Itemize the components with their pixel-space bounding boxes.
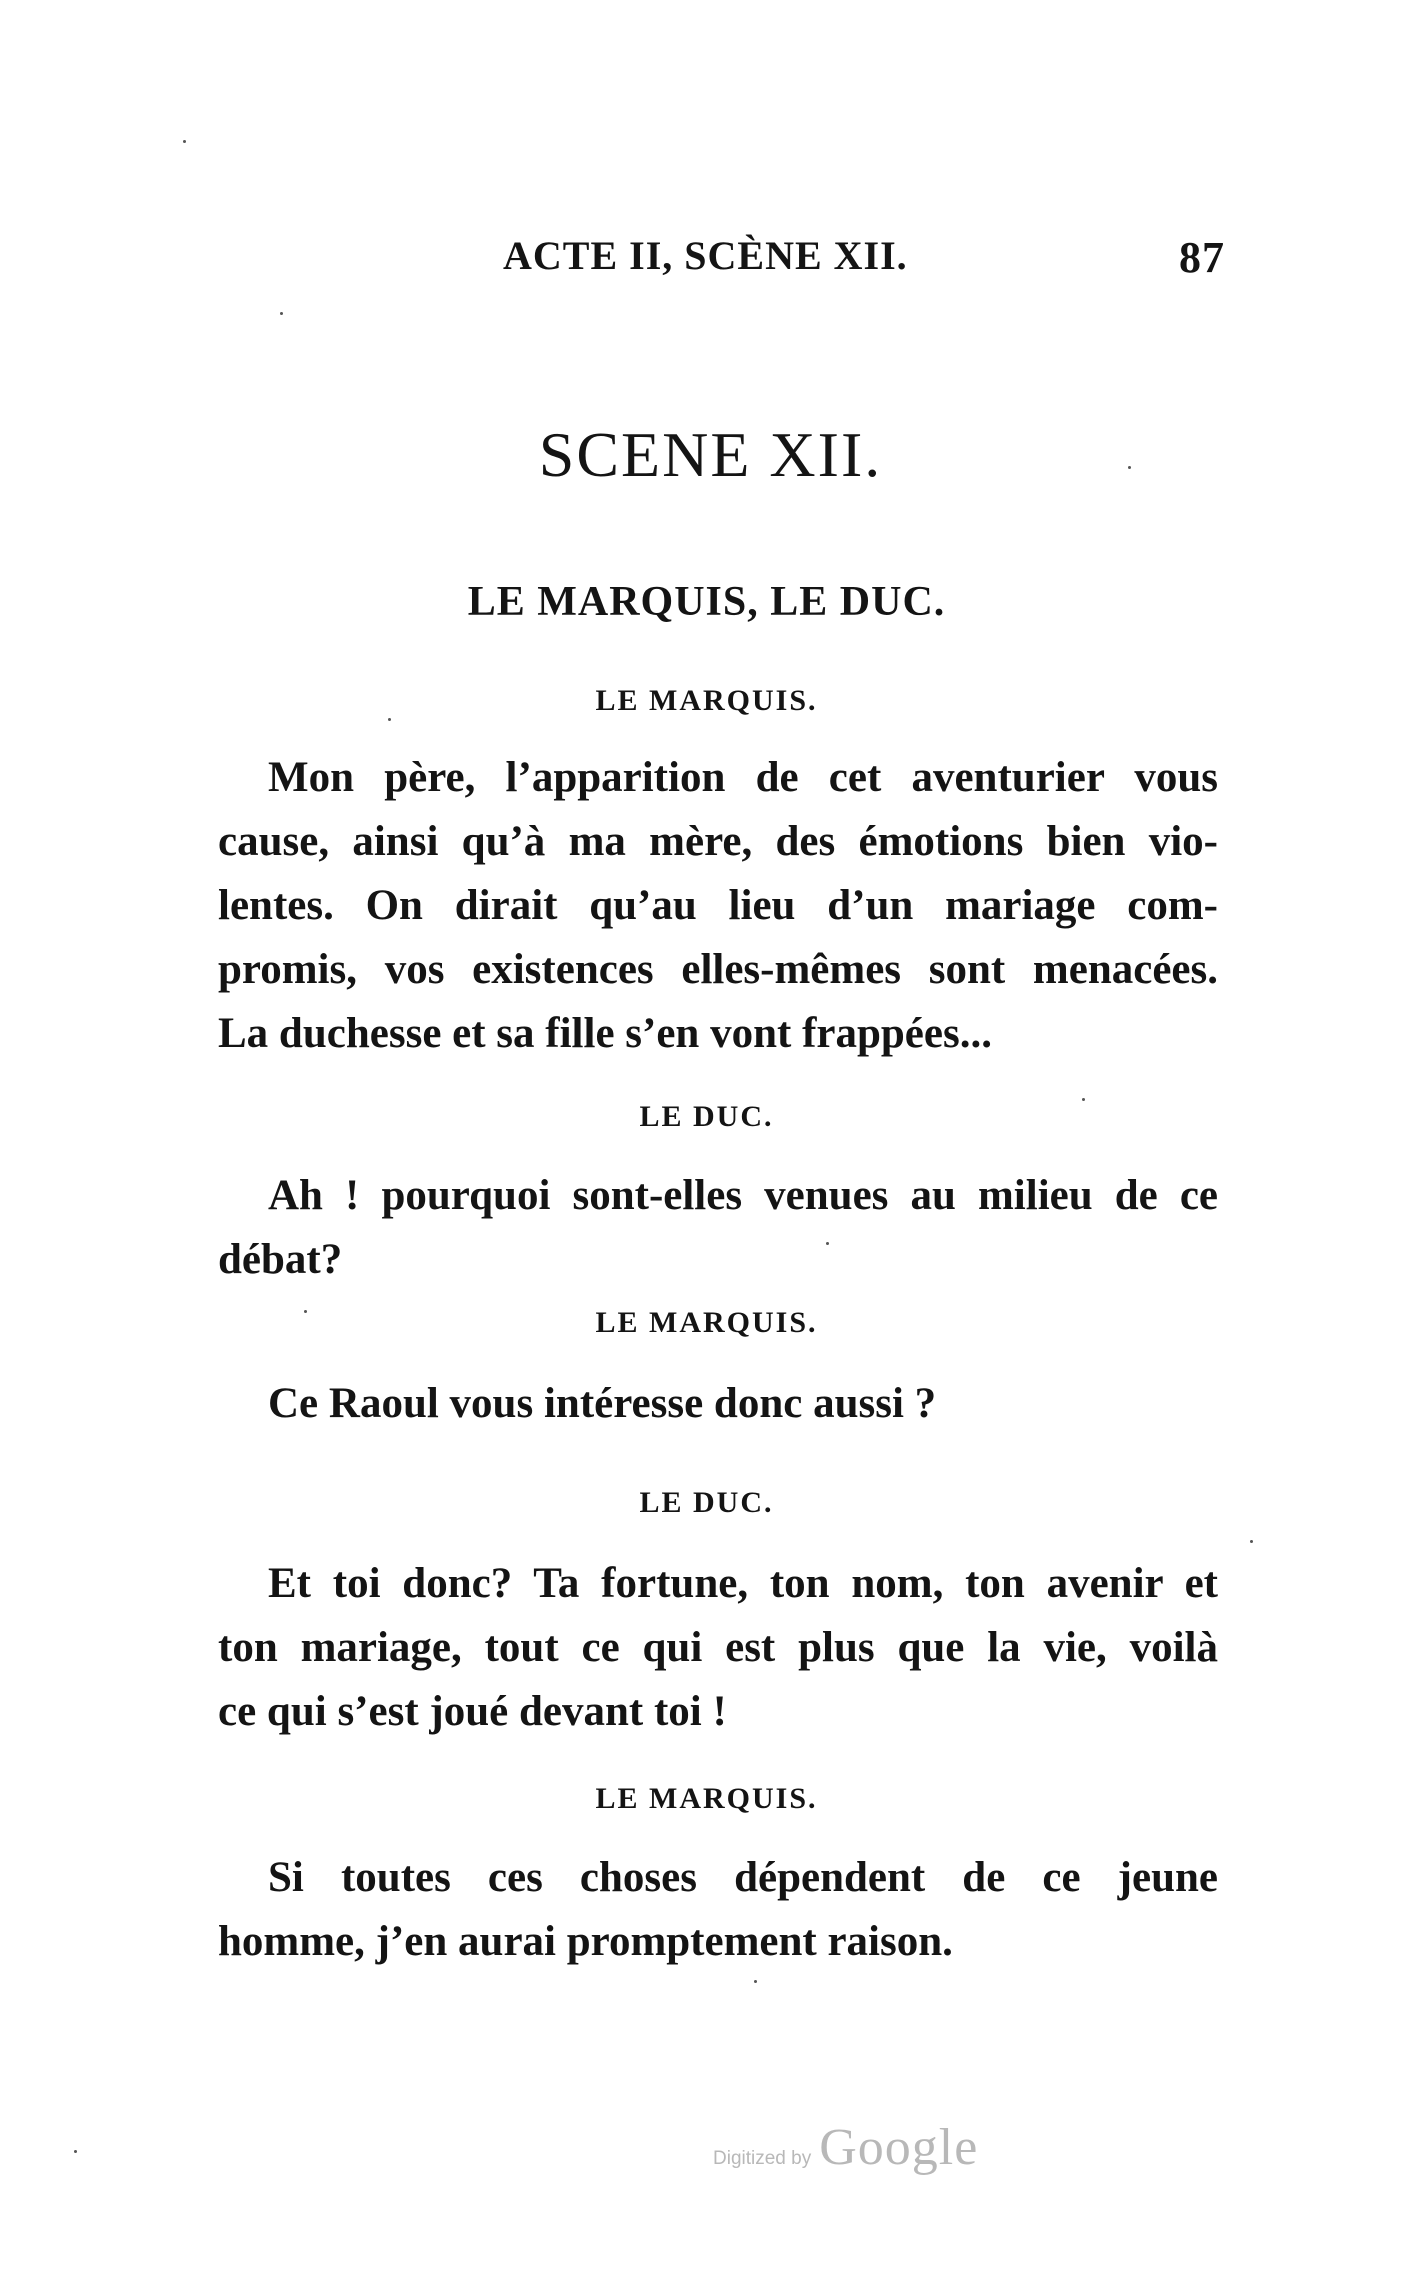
scan-speck: [1082, 1098, 1085, 1101]
watermark-prefix: Digitized by: [713, 2148, 812, 2169]
scan-speck: [183, 140, 186, 143]
scene-title: SCENE XII.: [538, 419, 883, 490]
speaker-label: LE MARQUIS.: [595, 1306, 818, 1339]
speech-line: La duchesse et sa fille s’en vont frappées...: [218, 1010, 992, 1057]
speaker-label: LE DUC.: [639, 1486, 774, 1519]
speech-line: ton mariage, tout ce qui est plus que la vie, voilà: [218, 1624, 1218, 1671]
scan-speck: [1128, 466, 1131, 469]
speech-block: [218, 1846, 1218, 1974]
scan-speck: [388, 718, 391, 721]
running-title: ACTE II, SCÈNE XII.: [503, 233, 908, 278]
scene-characters: LE MARQUIS, LE DUC.: [467, 579, 946, 625]
speech-block: [218, 1552, 1218, 1744]
speech-line: promis, vos existences elles-mêmes sont menacées.: [218, 946, 1218, 993]
scan-speck: [304, 1310, 307, 1313]
speech-line: ce qui s’est joué devant toi !: [218, 1688, 727, 1735]
scan-speck: [826, 1242, 829, 1245]
speech-line: Ce Raoul vous intéresse donc aussi ?: [268, 1380, 937, 1427]
digitized-watermark: [713, 2118, 978, 2178]
scan-speck: [74, 2150, 77, 2153]
speech-line: Ah ! pourquoi sont-elles venues au milieu de ce: [268, 1172, 1218, 1219]
scan-speck: [1250, 1540, 1253, 1543]
scan-speck: [754, 1980, 757, 1983]
speech-block: [218, 1164, 1218, 1292]
running-head: [0, 232, 1413, 292]
speaker-label: LE MARQUIS.: [595, 1782, 818, 1815]
google-logo: Google: [819, 2119, 979, 2176]
page-number: 87: [1179, 233, 1225, 282]
speech-line: Et toi donc? Ta fortune, ton nom, ton avenir et: [268, 1560, 1218, 1607]
speech-line: débat?: [218, 1236, 343, 1283]
speech-line: Si toutes ces choses dépendent de ce jeune: [268, 1854, 1218, 1901]
speech-line: cause, ainsi qu’à ma mère, des émotions bien vio-: [218, 818, 1218, 865]
speech-block: [218, 1372, 1218, 1436]
speech-line: Mon père, l’apparition de cet aventurier vous: [268, 754, 1218, 801]
speech-line: homme, j’en aurai promptement raison.: [218, 1918, 953, 1965]
speaker-label: LE MARQUIS.: [595, 684, 818, 717]
scan-speck: [280, 312, 283, 315]
speaker-label: LE DUC.: [639, 1100, 774, 1133]
speech-line: lentes. On dirait qu’au lieu d’un mariage com-: [218, 882, 1218, 929]
speech-block: [218, 746, 1218, 1066]
